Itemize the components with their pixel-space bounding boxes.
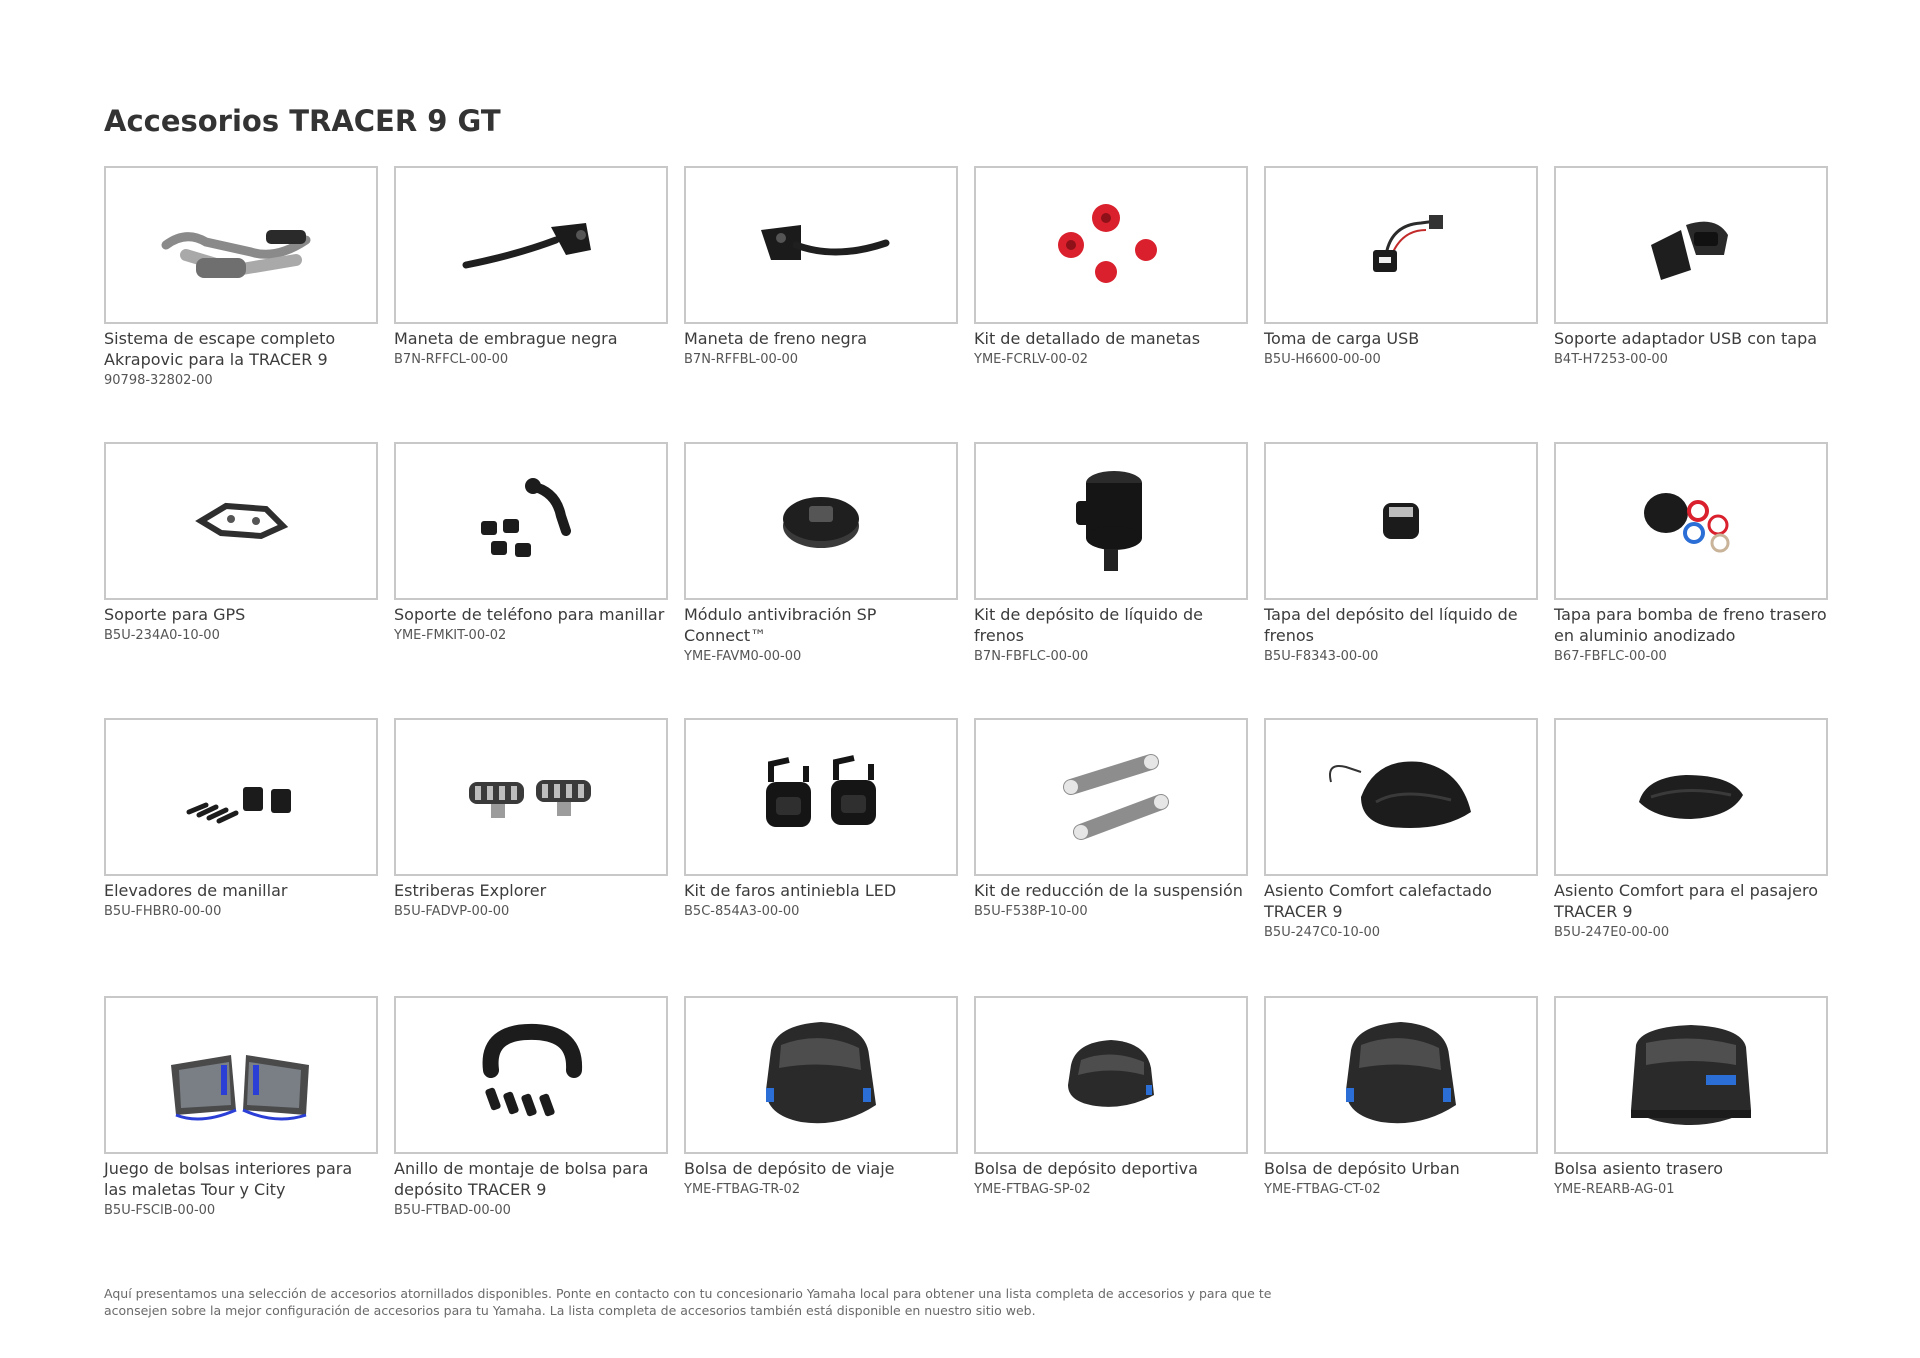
product-name: Tapa del depósito del líquido de frenos [1264,605,1518,645]
product-name: Sistema de escape completo Akrapovic para la TRACER 9 [104,329,336,369]
passenger-seat-icon [1631,757,1751,837]
product-image-frame [1554,996,1828,1154]
reservoir-cap-icon [1371,491,1431,551]
footnote: Aquí presentamos una selección de accesorios atornillados disponibles. Ponte en contacto con tu concesionario Yamaha local para obtener una lista completa de accesorios y para que te aconsejen sobre la mejor configuración de accesorios para tu Yamaha. La lista completa de accesorios también está disponible en nuestro sitio web. [104,1286,1272,1318]
product-card [104,166,378,390]
product-name: Asiento Comfort para el pasajero TRACER 9 [1554,881,1818,921]
brake-reservoir-kit-icon [1066,461,1156,581]
product-image-frame [1554,718,1828,876]
product-card [684,166,958,369]
lever-detail-kit-icon [1041,200,1181,290]
product-code: YME-FTBAG-TR-02 [684,1182,801,1197]
product-code: B5U-FHBR0-00-00 [104,904,222,919]
product-image-frame [974,442,1248,600]
product-name: Bolsa de depósito deportiva [974,1159,1198,1178]
product-code: B5U-F8343-00-00 [1264,649,1379,664]
product-name: Módulo antivibración SP Connect™ [684,605,877,645]
product-card [104,442,378,645]
product-name: Bolsa asiento trasero [1554,1159,1724,1178]
product-card [974,718,1248,921]
lowering-link-icon [1046,742,1176,852]
brake-lever-icon [746,205,896,285]
product-code: B5U-F538P-10-00 [974,904,1088,919]
product-code: YME-FMKIT-00-02 [394,628,507,643]
rear-seat-bag-icon [1611,1015,1771,1135]
product-image-frame [1264,442,1538,600]
product-code: YME-REARB-AG-01 [1554,1182,1675,1197]
product-card [1554,442,1828,666]
product-code: B5U-247C0-10-00 [1264,925,1381,940]
product-card [104,996,378,1220]
product-code: B5U-H6600-00-00 [1264,352,1381,367]
product-name: Elevadores de manillar [104,881,288,900]
footpegs-icon [461,762,601,832]
travel-tank-bag-icon [751,1010,891,1140]
product-image-frame [104,996,378,1154]
product-name: Soporte adaptador USB con tapa [1554,329,1818,348]
product-card [684,718,958,921]
clutch-lever-icon [456,205,606,285]
page-title: Accesorios TRACER 9 GT [104,104,501,138]
product-card [1554,166,1828,369]
product-name: Bolsa de depósito Urban [1264,1159,1460,1178]
product-code: B7N-RFFBL-00-00 [684,352,798,367]
product-code: 90798-32802-00 [104,373,213,388]
product-image-frame [974,996,1248,1154]
product-image-frame [684,718,958,876]
tank-ring-icon [466,1020,596,1130]
product-name: Kit de detallado de manetas [974,329,1201,348]
product-code: YME-FTBAG-CT-02 [1264,1182,1381,1197]
product-card [1264,442,1538,666]
product-name: Asiento Comfort calefactado TRACER 9 [1264,881,1492,921]
product-image-frame [104,442,378,600]
product-image-frame [684,166,958,324]
product-code: B7N-RFFCL-00-00 [394,352,509,367]
product-name: Toma de carga USB [1264,329,1420,348]
phone-mount-icon [471,471,591,571]
product-card [684,442,958,666]
product-image-frame [1264,996,1538,1154]
product-code: YME-FCRLV-00-02 [974,352,1089,367]
product-name: Kit de faros antiniebla LED [684,881,897,900]
product-name: Soporte de teléfono para manillar [394,605,665,624]
product-name: Bolsa de depósito de viaje [684,1159,895,1178]
product-card [1264,996,1538,1199]
product-card [394,442,668,645]
product-code: YME-FTBAG-SP-02 [974,1182,1091,1197]
product-code: B4T-H7253-00-00 [1554,352,1668,367]
product-image-frame [1554,442,1828,600]
anti-vibration-module-icon [776,481,866,561]
product-code: B5U-234A0-10-00 [104,628,220,643]
usb-socket-icon [1351,205,1451,285]
heated-seat-icon [1321,742,1481,852]
product-image-frame [104,718,378,876]
product-name: Kit de depósito de líquido de frenos [974,605,1204,645]
product-card [394,718,668,921]
product-card [1554,718,1828,942]
product-card [1264,166,1538,369]
product-card [1554,996,1828,1199]
product-image-frame [1554,166,1828,324]
product-name: Kit de reducción de la suspensión [974,881,1243,900]
product-image-frame [974,718,1248,876]
rear-brake-pump-cap-icon [1636,481,1746,561]
product-image-frame [394,442,668,600]
product-code: B5U-FTBAD-00-00 [394,1203,511,1218]
product-card [974,166,1248,369]
product-image-frame [974,166,1248,324]
product-image-frame [684,996,958,1154]
product-image-frame [394,166,668,324]
product-image-frame [1264,166,1538,324]
product-name: Estriberas Explorer [394,881,547,900]
gps-bracket-icon [191,491,291,551]
sport-tank-bag-icon [1056,1030,1166,1120]
product-card [104,718,378,921]
product-code: B5U-FSCIB-00-00 [104,1203,216,1218]
product-card [394,166,668,369]
product-code: B5C-854A3-00-00 [684,904,800,919]
fog-lights-icon [751,752,891,842]
product-card [974,996,1248,1199]
product-code: B67-FBFLC-00-00 [1554,649,1667,664]
handlebar-risers-icon [181,767,301,827]
usb-adapter-bracket-icon [1636,200,1746,290]
inner-bags-icon [161,1020,321,1130]
product-image-frame [1264,718,1538,876]
product-code: B5U-FADVP-00-00 [394,904,510,919]
product-name: Maneta de embrague negra [394,329,618,348]
product-code: B5U-247E0-00-00 [1554,925,1670,940]
product-name: Soporte para GPS [104,605,246,624]
product-code: YME-FAVM0-00-00 [684,649,802,664]
product-card [974,442,1248,666]
product-card [1264,718,1538,942]
product-image-frame [684,442,958,600]
product-image-frame [394,718,668,876]
product-name: Juego de bolsas interiores para las maletas Tour y City [104,1159,353,1199]
product-name: Maneta de freno negra [684,329,868,348]
product-name: Tapa para bomba de freno trasero en aluminio anodizado [1554,605,1827,645]
product-image-frame [394,996,668,1154]
urban-tank-bag-icon [1331,1010,1471,1140]
exhaust-system-icon [156,200,326,290]
product-card [684,996,958,1199]
product-name: Anillo de montaje de bolsa para depósito TRACER 9 [394,1159,649,1199]
product-card [394,996,668,1220]
product-code: B7N-FBFLC-00-00 [974,649,1089,664]
product-image-frame [104,166,378,324]
